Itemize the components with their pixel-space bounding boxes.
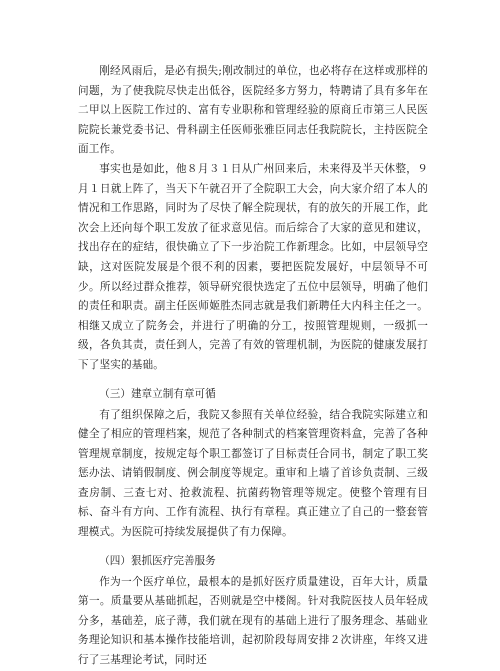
paragraph-spacer [78, 543, 428, 549]
section-heading-rules: （三）建章立制有章可循 [99, 387, 216, 400]
paragraph-medical: 作为一个医疗单位，最根本的是抓好医疗质量建设，百年大计，质量第一。质量要从基础抓起，否则就是空中楼阁。针对我院医技人员年轻成分多，基础差，底子薄，我们就在现有的基础上进行了服务理念、基础业务理论知识和基本操作技能培训，起初阶段每周安排２次讲座，年终又进行了三基理论考试，同时还 [78, 575, 428, 667]
document-body [78, 62, 428, 671]
paragraph-intro: 刚经风雨后，是必有损失;刚改制过的单位，也必将存在这样或那样的问题，为了使我院尽快走出低谷，医院经多方努力，特聘请了具有多年在二甲以上医院工作过的、富有专业职称和管理经验的原商丘市第三人民医院院长兼党委书记、骨科副主任医师张雅臣同志任我院院长，主持医院全面工作。 [78, 65, 428, 156]
section-heading-medical: （四）狠抓医疗完善服务 [99, 554, 216, 567]
paragraph-spacer [78, 376, 428, 382]
paragraph-new-president: 事实也是如此，他８月３１日从广州回来后，未来得及半天休整，９月１日就上阵了，当天下午就召开了全院职工大会，向大家介绍了本人的情况和工作思路，同时为了尽快了解全院现状，有的放矢的开展工作，此次会上还向每个职工发放了征求意见信。而后综合了大家的意见和建议，找出存在的症结，很快确立了下一步治院工作新理念。比如，中层领导空缺，这对医院发展是个很不利的因素，要把医院发展好，中层领导不可少。所以经过群众推荐，领导研究很快选定了五位中层领导，明确了他们的责任和职责。副主任医师姬胜杰同志就是我们新聘任大内科主任之一。相继又成立了院务会，并进行了明确的分工，按照管理规则，一级抓一级，各负其责，责任到人，完善了有效的管理机制，为医院的健康发展打下了坚实的基础。 [78, 162, 428, 371]
paragraph-rules: 有了组织保障之后，我院又参照有关单位经验，结合我院实际建立和健全了相应的管理档案，规范了各种制式的档案管理资料盒，完善了各种管理规章制度，按规定每个职工都签订了目标责任合同书，制定了职工奖惩办法、请销假制度、例会制度等规定。重审和上墙了首诊负责制、三级查房制、三查七对、抢救流程、抗菌药物管理等规定。使整个管理有目标、奋斗有方向、工作有流程、执行有章程。真正建立了自己的一整套管理模式。为医院可持续发展提供了有力保障。 [78, 408, 428, 539]
